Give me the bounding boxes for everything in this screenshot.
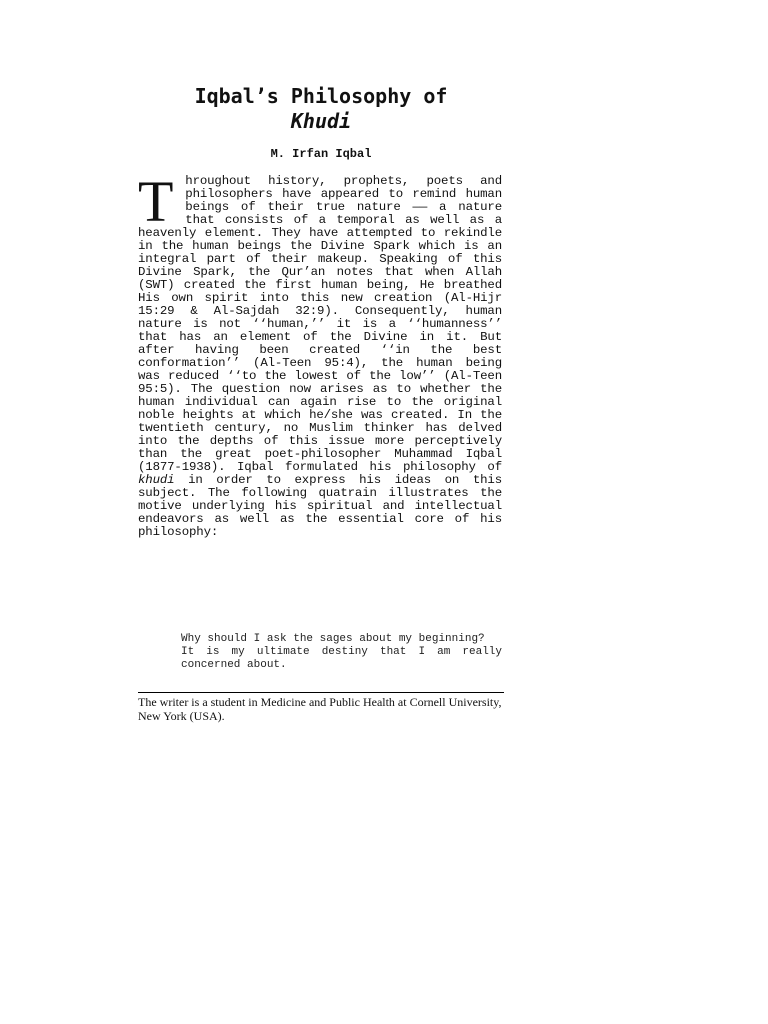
article-title <box>138 84 504 134</box>
title-line-2: Khudi <box>290 109 352 133</box>
footnote-divider <box>138 692 504 693</box>
intro-paragraph <box>138 169 502 539</box>
quatrain-line-2: It is my ultimate destiny that I am really concerned about. <box>181 646 502 671</box>
quatrain <box>181 633 502 672</box>
title-line-1: Iqbal’s Philosophy of <box>194 84 448 108</box>
footnote: The writer is a student in Medicine and Public Health at Cornell University, New York (USA). <box>138 695 502 723</box>
quatrain-line-1: Why should I ask the sages about my beginning? <box>181 633 485 645</box>
drop-cap: T <box>138 169 174 234</box>
paragraph-text-part-1: hroughout history, prophets, poets and philosophers have appeared to remind human beings of their true nature —— a nature that consists of a temporal as well as a heavenly element. They have attempted to rekindle in the human beings the Divine Spark which is an integral part of their makeup. Speaking of this Divine Spark, the Qur’an notes that when Allah (SWT) created the first human being, He breathed His own spirit into this new creation (Al-Hijr 15:29 & Al-Sajdah 32:9). Consequently, human nature is not ‘‘human,’’ it is a ‘‘humanness’’ that has an element of the Divine in it. But after having been created ‘‘in the best conformation’’ (Al-Teen 95:4), the human being was reduced ‘‘to the lowest of the low’’ (Al-Teen 95:5). The question now arises as to whether the human individual can again rise to the original noble heights at which he/she was created. In the twentieth century, no Muslim thinker has delved into the depths of this issue more perceptively than the great poet-philosopher Muhammad Iqbal (1877-1938). Iqbal formulated his philosophy of <box>138 174 502 474</box>
paragraph-text-part-2: in order to express his ideas on this subject. The following quatrain illustrates the motive underlying his spiritual and intellectual endeavors as well as the essential core of his philosophy: <box>138 473 502 539</box>
paragraph-italic-term: khudi <box>138 473 175 487</box>
author-name: M. Irfan Iqbal <box>270 147 372 161</box>
